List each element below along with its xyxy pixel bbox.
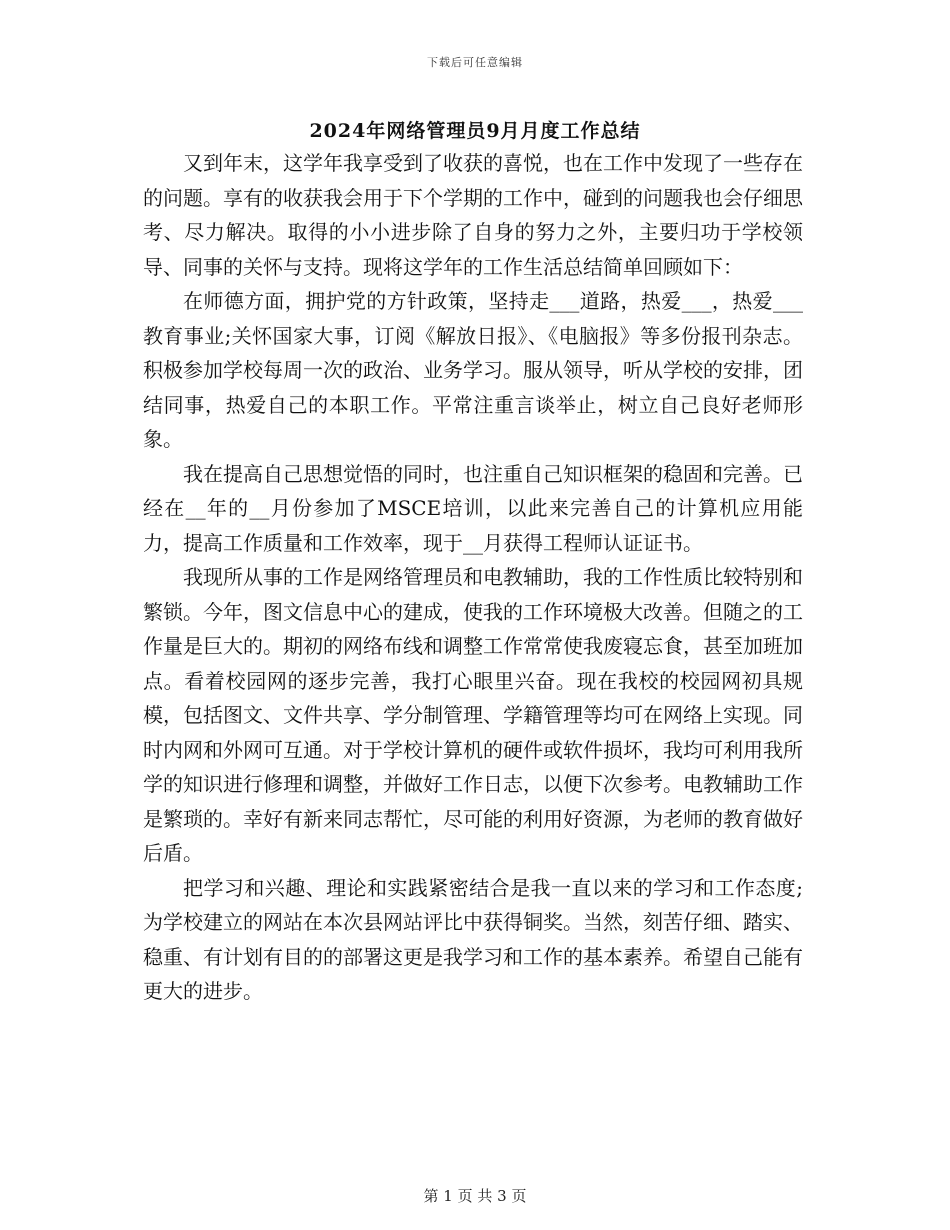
paragraph-conclusion: 把学习和兴趣、理论和实践紧密结合是我一直以来的学习和工作态度;为学校建立的网站在本次县网站评比中获得铜奖。当然，刻苦仔细、踏实、稳重、有计划有目的的部署这更是我学习和工作的基本素养。希望自己能有更大的进步。 [143, 875, 803, 1003]
page-header-note: 下载后可任意编辑 [427, 56, 523, 69]
document-body [143, 146, 803, 1009]
page-number: 第 1 页 共 3 页 [423, 1187, 527, 1205]
paragraph-network-work: 我现所从事的工作是网络管理员和电教辅助，我的工作性质比较特别和繁锁。今年，图文信息中心的建成，使我的工作环境极大改善。但随之的工作量是巨大的。期初的网络布线和调整工作常常使我废寝忘食，甚至加班加点。看着校园网的逐步完善，我打心眼里兴奋。现在我校的校园网初具规模，包括图文、文件共享、学分制管理、学籍管理等均可在网络上实现。同时内网和外网可互通。对于学校计算机的硬件或软件损坏，我均可利用我所学的知识进行修理和调整，并做好工作日志，以便下次参考。电教辅助工作是繁琐的。幸好有新来同志帮忙，尽可能的利用好资源，为老师的教育做好后盾。 [143, 565, 803, 865]
paragraph-training: 我在提高自己思想觉悟的同时，也注重自己知识框架的稳固和完善。已经在__年的__月份参加了MSCE培训，以此来完善自己的计算机应用能力，提高工作质量和工作效率，现于__月获得工程师认证证书。 [143, 461, 803, 555]
paragraph-intro: 又到年末，这学年我享受到了收获的喜悦，也在工作中发现了一些存在的问题。享有的收获我会用于下个学期的工作中，碰到的问题我也会仔细思考、尽力解决。取得的小小进步除了自身的努力之外，主要归功于学校领导、同事的关怀与支持。现将这学年的工作生活总结简单回顾如下： [143, 151, 803, 279]
paragraph-ethics: 在师德方面，拥护党的方针政策，坚持走___道路，热爱___，热爱___教育事业;关怀国家大事，订阅《解放日报》、《电脑报》等多份报刊杂志。积极参加学校每周一次的政治、业务学习。服从领导，听从学校的安排，团结同事，热爱自己的本职工作。平常注重言谈举止，树立自己良好老师形象。 [143, 289, 803, 451]
document-title: 2024年网络管理员9月月度工作总结 [309, 120, 641, 142]
